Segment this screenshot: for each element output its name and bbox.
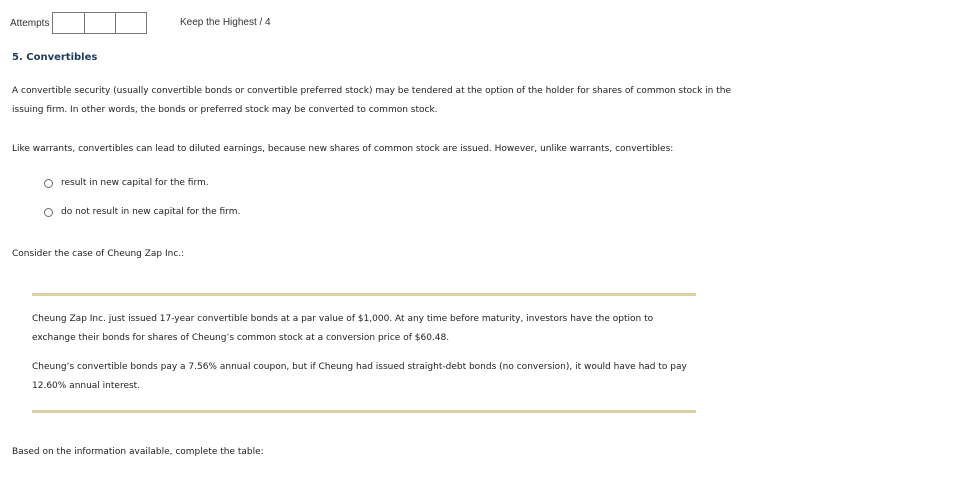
attempts-bar — [10, 12, 147, 34]
warrants-prompt: Like warrants, convertibles can lead to diluted earnings, because new shares of common stock are issued. However, unlike warrants, convertibles: — [12, 144, 674, 154]
table-prompt: Based on the information available, complete the table: — [12, 447, 264, 457]
option-label: do not result in new capital for the firm. — [61, 207, 241, 217]
attempt-box-2 — [84, 13, 115, 33]
question-title: 5. Convertibles — [12, 52, 98, 63]
attempts-label: Attempts — [10, 17, 50, 29]
attempt-tracker — [52, 12, 147, 34]
radio-button[interactable] — [44, 179, 53, 188]
intro-paragraph: A convertible security (usually convertible bonds or convertible preferred stock) may be tendered at the option of the holder for shares of common stock in the issuing firm. In other words, the bonds or preferred stock may be converted to common stock. — [12, 86, 732, 115]
radio-button[interactable] — [44, 208, 53, 217]
attempt-box-3 — [115, 13, 146, 33]
grading-policy: Keep the Highest / 4 — [180, 17, 271, 28]
case-paragraph-2: Cheung’s convertible bonds pay a 7.56% annual coupon, but if Cheung had issued straight-debt bonds (no conversion), it would have had to pay 12.60% annual interest. — [32, 362, 687, 391]
option-no-new-capital[interactable] — [44, 203, 240, 221]
attempt-box-1 — [53, 13, 84, 33]
case-paragraph-1: Cheung Zap Inc. just issued 17-year convertible bonds at a par value of $1,000. At any time before maturity, investors have the option to exchange their bonds for shares of Cheung’s common stock at a conversion price of $60.48. — [32, 314, 654, 343]
divider-top — [32, 293, 696, 296]
option-label: result in new capital for the firm. — [61, 178, 209, 188]
case-box — [32, 293, 696, 413]
case-intro: Consider the case of Cheung Zap Inc.: — [12, 249, 185, 259]
answer-options — [44, 174, 240, 232]
divider-bottom — [32, 410, 696, 413]
option-new-capital[interactable] — [44, 174, 240, 192]
